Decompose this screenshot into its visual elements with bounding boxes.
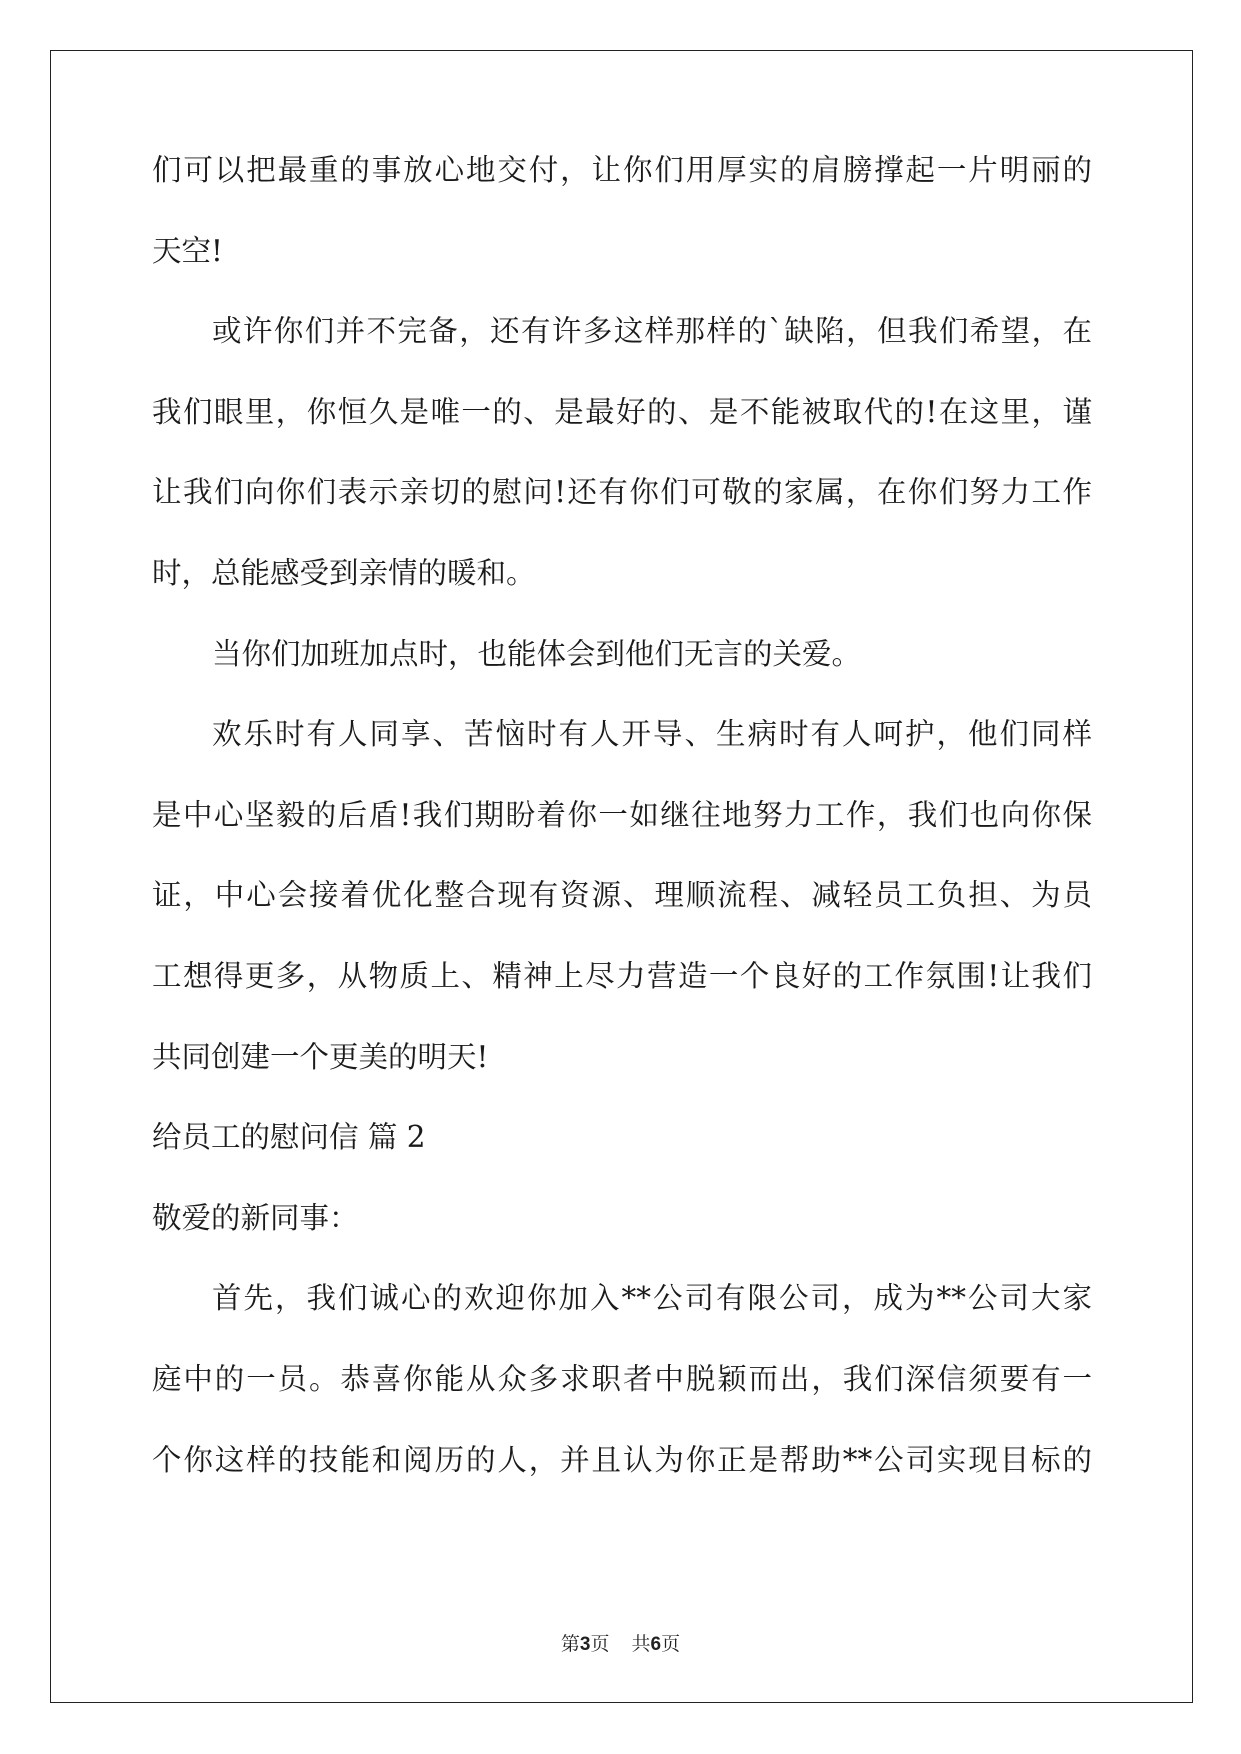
text-line: 首先，我们诚心的欢迎你加入**公司有限公司，成为**公司大家 [212,1281,1092,1316]
text-line: 证，中心会接着优化整合现有资源、理顺流程、减轻员工负担、为员 [152,878,1092,913]
page-suffix: 页 [590,1633,610,1655]
total-pages-number: 6 [650,1634,662,1655]
text-line: 欢乐时有人同享、苦恼时有人开导、生病时有人呵护，他们同样 [212,717,1092,752]
text-line: 我们眼里，你恒久是唯一的、是最好的、是不能被取代的!在这里，谨 [152,394,1092,429]
text-line: 共同创建一个更美的明天! [152,1039,489,1074]
text-line: 天空! [152,233,223,268]
text-line: 个你这样的技能和阅历的人，并且认为你正是帮助**公司实现目标的 [152,1442,1092,1477]
text-line: 让我们向你们表示亲切的慰问!还有你们可敬的家属，在你们努力工作 [152,475,1092,510]
total-suffix: 页 [661,1633,681,1655]
text-line: 时，总能感受到亲情的暖和。 [152,555,536,590]
text-line: 当你们加班加点时，也能体会到他们无言的关爱。 [212,636,862,671]
total-prefix: 共 [631,1633,651,1655]
page-footer [0,1632,1241,1657]
section-heading: 给员工的慰问信 篇 2 [152,1120,426,1155]
text-line: 们可以把最重的事放心地交付，让你们用厚实的肩膀撑起一片明丽的 [152,153,1092,187]
page-prefix: 第 [560,1633,580,1655]
current-page-number: 3 [579,1634,591,1655]
text-line: 是中心坚毅的后盾!我们期盼着你一如继往地努力工作，我们也向你保 [152,797,1092,832]
text-line: 工想得更多，从物质上、精神上尽力营造一个良好的工作氛围!让我们 [152,958,1092,993]
salutation: 敬爱的新同事： [152,1200,359,1235]
document-body [152,150,1092,1520]
text-line: 或许你们并不完备，还有许多这样那样的`缺陷，但我们希望，在 [212,314,1092,349]
text-line: 庭中的一员。恭喜你能从众多求职者中脱颖而出，我们深信须要有一 [152,1361,1092,1396]
